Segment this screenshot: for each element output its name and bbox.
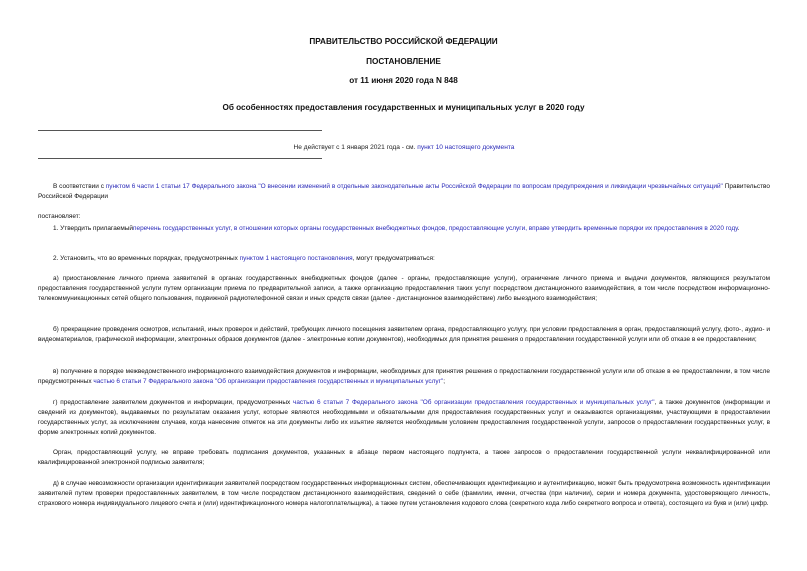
paragraph-1 (38, 224, 770, 234)
subparagraph-a: а) приостановление личного приема заявителей в органах государственных внебюджетных фондов (далее - органы, предоставляющие услуги), ограничение личного приема и выдачи документов, являющихся результатом предоставления государственной услуги путем организации приема по предварительной записи, а также организацию предоставления таких услуг посредством дистанционного взаимодействия, в том числе посредством информационно-телекоммуникационных сетей общего пользования, подвижной радиотелефонной связи и иных средств связи (далее - дистанционное взаимодействие) либо выездного взаимодействия; (38, 275, 770, 302)
p2-text: 2. Установить, что во временных порядках, предусмотренных (53, 255, 240, 262)
subparagraph-g (38, 398, 770, 438)
government-name: ПРАВИТЕЛЬСТВО РОССИЙСКОЙ ФЕДЕРАЦИИ (309, 37, 498, 46)
validity-notice (38, 143, 770, 152)
p2-text-end: , могут предусматриваться: (352, 255, 435, 262)
divider-top (38, 130, 322, 131)
subparagraph-b: б) прекращение проведения осмотров, испытаний, иных проверок и действий, требующих личного посещения заявителем органа, предоставляющего услугу, при условии предоставления в орган, предоставляющий услугу, фото-, аудио- и видеоматериалов, графической информации, электронных образов документов (далее - электронные копии документов), необходимых для принятия решения о предоставлении государственной услуги или об отказе в ее предоставлении; (38, 326, 770, 343)
law-link-210-g[interactable]: частью 6 статьи 7 Федерального закона "Об организации предоставления государственных и муниципальных услуг" (293, 399, 655, 406)
paragraph-2 (38, 254, 770, 264)
p1-text: 1. Утвердить прилагаемый (53, 225, 134, 232)
date-number: от 11 июня 2020 года N 848 (349, 76, 458, 85)
subparagraph-d: д) в случае невозможности организации идентификации заявителей посредством государственных информационных систем, обеспечивающих идентификацию и аутентификацию, может быть предусмотрена возможность идентификации заявителей путем проверки предоставленных заявителем, в том числе посредством дистанционного взаимодействия, сведений о себе (фамилии, имени, отчества (при наличии), серии и номера документа, удостоверяющего личность, страхового номера индивидуального лицевого счета и (или) идентификационного номера налогоплательщика), а также путем установления кодового слова (секретного кода либо секретного вопроса и ответа), состоящего из букв и (или) цифр. (38, 480, 770, 507)
resolves-line: постановляет: (38, 213, 81, 220)
organ-paragraph: Орган, предоставляющий услугу, не вправе требовать подписания документов, указанных в абзаце первом настоящего подпункта, а также запросов о предоставлении государственной услуги неквалифицированной или квалифицированной электронной подписью заявителя; (38, 449, 770, 466)
divider-bottom (38, 158, 322, 159)
intro-text-end: Правительство Российской Федерации (38, 183, 770, 200)
services-list-link[interactable]: перечень государственных услуг, в отношении которых органы государственных внебюджетных фондов, предоставляющие услуги, вправе утвердить временные порядки их предоставления в 2020 году (133, 225, 738, 232)
notice-link[interactable]: пункт 10 настоящего документа (417, 144, 515, 151)
pg-text-end: , а также документов (информации и сведений из документов), выдаваемых по результатам оказания услуг, которые являются необходимыми и обязательными для предоставления государственных услуг и оказываются организациями, участвующими в предоставлении государственных услуг, за исключением случаев, когда нанесение отметок на эти документы либо их изъятие является необходимым условием предоставления государственной услуги, запросов о предоставлении государственных услуг, в форме электронных копий документов. (38, 399, 770, 436)
notice-text: Не действует с 1 января 2021 года - см. (293, 144, 418, 151)
law-link-17[interactable]: пунктом 6 части 1 статьи 17 Федерального закона "О внесении изменений в отдельные законодательные акты Российской Федерации по вопросам предупреждения и ликвидации чрезвычайных ситуаций" (105, 183, 723, 190)
document-title: Об особенностях предоставления государственных и муниципальных услуг в 2020 году (222, 103, 585, 112)
document-type: ПОСТАНОВЛЕНИЕ (366, 57, 441, 66)
subparagraph-v (38, 367, 770, 387)
p1-text-end: . (737, 225, 740, 232)
point-1-link[interactable]: пунктом 1 настоящего постановления (239, 255, 353, 262)
pv-text-end: ; (443, 378, 446, 385)
intro-paragraph (38, 182, 770, 202)
pg-text: г) предоставление заявителем документов и информации, предусмотренных (53, 399, 293, 406)
pv-text: в) получение в порядке межведомственного информационного взаимодействия документов и информации, необходимых для принятия решения о предоставлении государственной услуги или об отказе в ее предоставлении, в том числе предусмотренных (38, 368, 770, 385)
intro-text: В соответствии с (53, 183, 106, 190)
law-link-210-v[interactable]: частью 6 статьи 7 Федерального закона "Об организации предоставления государственных и муниципальных услуг" (93, 378, 444, 385)
